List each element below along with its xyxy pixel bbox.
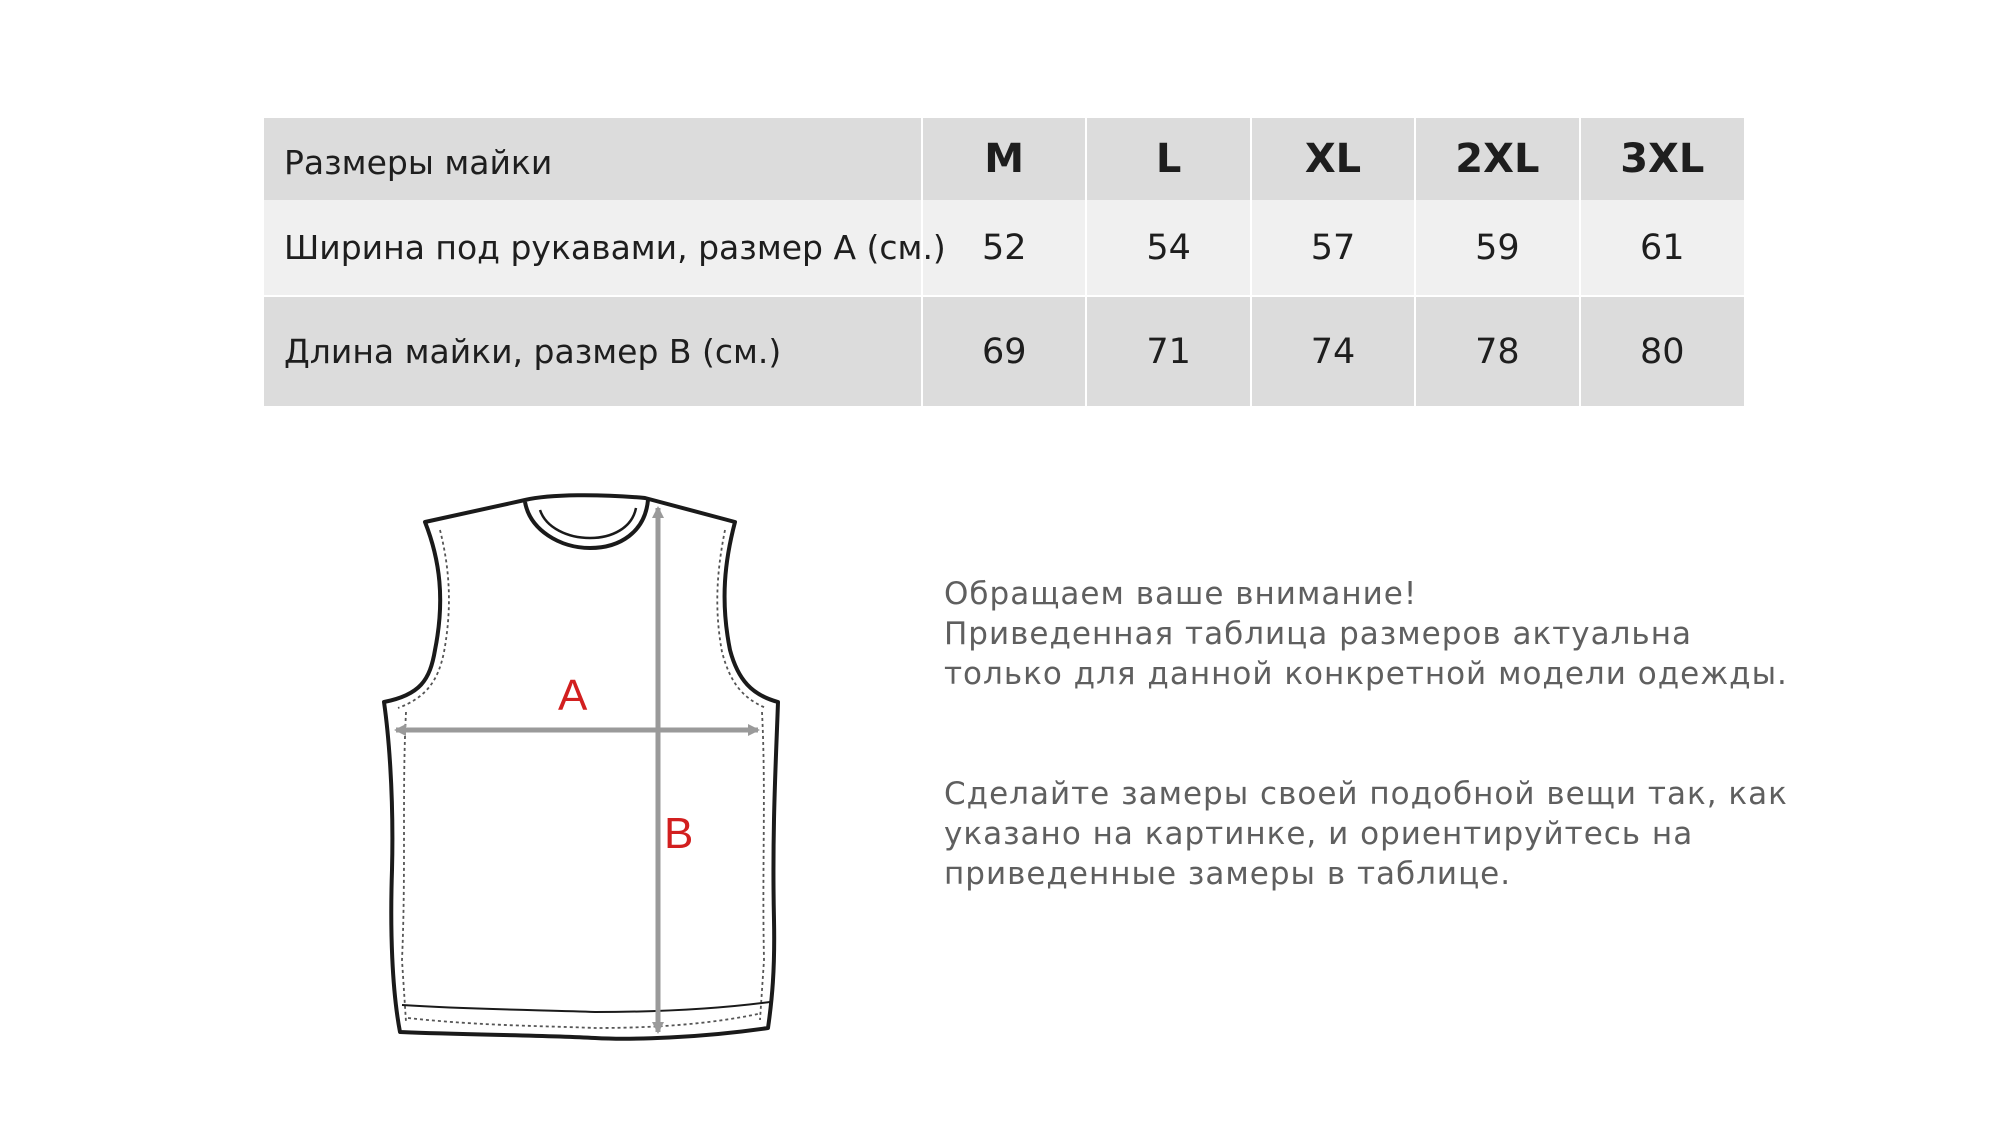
tank-top-outline xyxy=(384,495,778,1038)
size-table xyxy=(264,118,1744,406)
measure-label-b: B xyxy=(664,809,694,858)
table-row-length xyxy=(264,296,1744,406)
row-label-length: Длина майки, размер В (см.) xyxy=(264,296,922,406)
width-value-l: 54 xyxy=(1086,200,1250,296)
notes-attention-line-3: только для данной конкретной модели одежды. xyxy=(944,656,1788,692)
table-header-label: Размеры майки xyxy=(264,118,922,200)
width-value-3xl: 61 xyxy=(1640,227,1685,268)
width-value-xl: 57 xyxy=(1251,200,1415,296)
notes-advice-line-3: приведенные замеры в таблице. xyxy=(944,856,1512,892)
notes-advice-line-1: Сделайте замеры своей подобной вещи так, как xyxy=(944,776,1788,812)
notes-attention-line-1: Обращаем ваше внимание! xyxy=(944,576,1418,612)
size-header-xl: XL xyxy=(1251,118,1415,200)
size-header-2xl: 2XL xyxy=(1415,118,1579,200)
width-value-m: 52 xyxy=(922,200,1086,296)
notes-attention-line-2: Приведенная таблица размеров актуальна xyxy=(944,616,1692,652)
notes-advice-line-2: указано на картинке, и ориентируйтесь на xyxy=(944,816,1694,852)
size-header-m: M xyxy=(922,118,1086,200)
tank-top-diagram xyxy=(380,490,800,1050)
length-value-l: 71 xyxy=(1086,296,1250,406)
size-notes xyxy=(944,574,1944,894)
table-header-row xyxy=(264,118,1744,200)
length-value-m: 69 xyxy=(922,296,1086,406)
size-header-3xl: 3XL xyxy=(1620,136,1705,182)
size-header-l: L xyxy=(1086,118,1250,200)
measure-label-a: A xyxy=(558,671,588,720)
width-value-2xl: 59 xyxy=(1415,200,1579,296)
table-row-width xyxy=(264,200,1744,296)
length-value-xl: 74 xyxy=(1251,296,1415,406)
length-value-3xl: 80 xyxy=(1580,296,1744,406)
length-value-2xl: 78 xyxy=(1415,296,1579,406)
row-label-width: Ширина под рукавами, размер А (см.) xyxy=(264,200,922,296)
